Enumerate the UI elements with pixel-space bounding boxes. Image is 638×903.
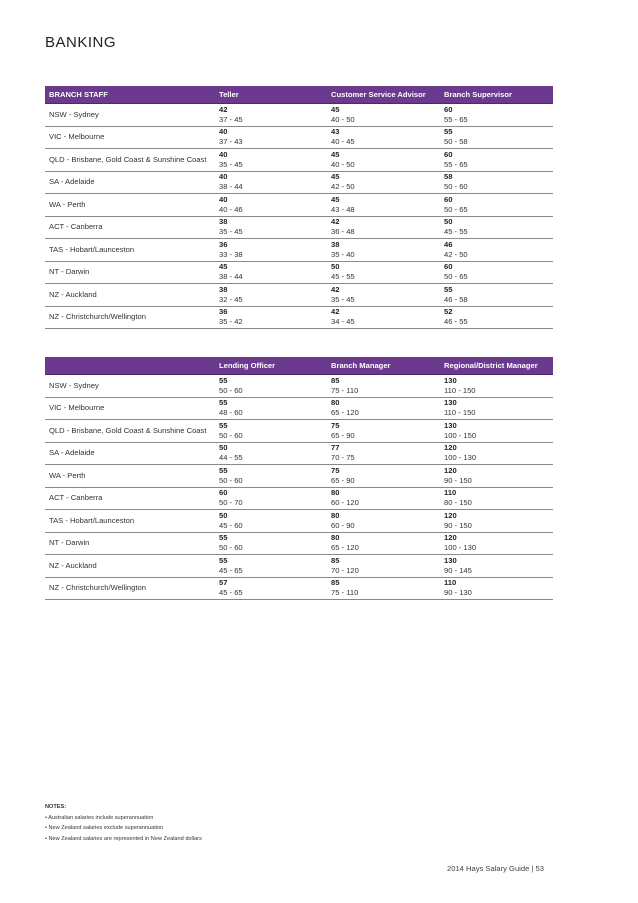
salary-range: 35 - 45 bbox=[331, 294, 355, 304]
salary-range: 90 - 150 bbox=[444, 520, 472, 530]
salary-range: 35 - 45 bbox=[219, 227, 243, 237]
salary-cell bbox=[215, 239, 327, 262]
location-cell: TAS - Hobart/Launceston bbox=[45, 510, 215, 533]
salary-range: 46 - 58 bbox=[444, 294, 468, 304]
salary-range: 40 - 46 bbox=[219, 204, 243, 214]
salary-range: 55 - 65 bbox=[444, 159, 468, 169]
salary-cell bbox=[327, 149, 440, 172]
salary-cell bbox=[327, 555, 440, 578]
salary-cell bbox=[327, 126, 440, 149]
salary-cell bbox=[215, 420, 327, 443]
salary-cell bbox=[327, 442, 440, 465]
salary-typical: 60 bbox=[444, 104, 453, 114]
salary-cell bbox=[215, 126, 327, 149]
salary-typical: 50 bbox=[219, 510, 228, 520]
salary-cell bbox=[440, 261, 553, 284]
salary-cell bbox=[440, 577, 553, 600]
salary-typical: 80 bbox=[331, 398, 340, 408]
salary-cell bbox=[215, 442, 327, 465]
note-item: • Australian salaries include superannuation bbox=[45, 814, 154, 821]
salary-range: 50 - 60 bbox=[219, 543, 243, 553]
salary-typical: 45 bbox=[219, 262, 228, 272]
salary-cell bbox=[440, 375, 553, 398]
salary-typical: 46 bbox=[444, 239, 453, 249]
salary-typical: 45 bbox=[331, 149, 340, 159]
salary-cell bbox=[327, 577, 440, 600]
salary-cell bbox=[440, 532, 553, 555]
salary-range: 50 - 70 bbox=[219, 498, 243, 508]
salary-cell bbox=[440, 149, 553, 172]
salary-typical: 60 bbox=[444, 262, 453, 272]
table-row bbox=[45, 397, 553, 420]
salary-range: 65 - 90 bbox=[331, 430, 355, 440]
salary-range: 55 - 65 bbox=[444, 114, 468, 124]
salary-typical: 60 bbox=[444, 194, 453, 204]
salary-range: 90 - 150 bbox=[444, 475, 472, 485]
notes-section bbox=[45, 802, 202, 844]
salary-cell bbox=[215, 306, 327, 329]
salary-typical: 38 bbox=[219, 284, 228, 294]
salary-typical: 85 bbox=[331, 375, 340, 385]
salary-typical: 120 bbox=[444, 443, 457, 453]
salary-range: 46 - 55 bbox=[444, 317, 468, 327]
salary-typical: 85 bbox=[331, 555, 340, 565]
salary-typical: 36 bbox=[219, 307, 228, 317]
salary-cell bbox=[440, 397, 553, 420]
salary-typical: 60 bbox=[219, 488, 228, 498]
salary-range: 33 - 38 bbox=[219, 249, 243, 259]
table-row bbox=[45, 239, 553, 262]
salary-typical: 55 bbox=[219, 398, 228, 408]
salary-cell bbox=[440, 555, 553, 578]
salary-typical: 55 bbox=[444, 127, 453, 137]
table-row bbox=[45, 261, 553, 284]
salary-typical: 120 bbox=[444, 465, 457, 475]
notes-heading: NOTES: bbox=[45, 804, 67, 810]
salary-cell bbox=[440, 104, 553, 127]
salary-typical: 80 bbox=[331, 488, 340, 498]
table-row bbox=[45, 487, 553, 510]
salary-range: 42 - 50 bbox=[444, 249, 468, 259]
salary-range: 38 - 44 bbox=[219, 182, 243, 192]
salary-range: 48 - 60 bbox=[219, 408, 243, 418]
salary-cell bbox=[327, 306, 440, 329]
salary-range: 110 - 150 bbox=[444, 385, 476, 395]
salary-typical: 55 bbox=[219, 465, 228, 475]
salary-range: 90 - 145 bbox=[444, 565, 472, 575]
salary-range: 38 - 44 bbox=[219, 272, 243, 282]
salary-cell bbox=[215, 104, 327, 127]
location-cell: QLD - Brisbane, Gold Coast & Sunshine Coast bbox=[45, 149, 215, 172]
salary-cell bbox=[327, 104, 440, 127]
salary-cell bbox=[327, 375, 440, 398]
salary-typical: 130 bbox=[444, 398, 457, 408]
table-row bbox=[45, 171, 553, 194]
location-cell: NZ - Auckland bbox=[45, 284, 215, 307]
salary-cell bbox=[440, 442, 553, 465]
salary-range: 65 - 120 bbox=[331, 543, 359, 553]
salary-range: 50 - 60 bbox=[219, 430, 243, 440]
location-cell: WA - Perth bbox=[45, 194, 215, 217]
salary-cell bbox=[327, 532, 440, 555]
salary-typical: 50 bbox=[219, 443, 228, 453]
salary-range: 42 - 50 bbox=[331, 182, 355, 192]
salary-cell bbox=[215, 487, 327, 510]
salary-range: 32 - 45 bbox=[219, 294, 243, 304]
salary-cell bbox=[440, 126, 553, 149]
salary-cell bbox=[215, 149, 327, 172]
salary-range: 75 - 110 bbox=[331, 588, 359, 598]
salary-typical: 85 bbox=[331, 578, 340, 588]
salary-range: 60 - 90 bbox=[331, 520, 355, 530]
salary-cell bbox=[327, 420, 440, 443]
salary-cell bbox=[440, 194, 553, 217]
salary-range: 36 - 48 bbox=[331, 227, 355, 237]
salary-range: 45 - 60 bbox=[219, 520, 243, 530]
table-header-row bbox=[45, 86, 553, 104]
location-cell: VIC - Melbourne bbox=[45, 397, 215, 420]
salary-range: 100 - 130 bbox=[444, 453, 477, 463]
salary-cell bbox=[440, 306, 553, 329]
salary-typical: 110 bbox=[444, 578, 457, 588]
page-footer: 2014 Hays Salary Guide | 53 bbox=[447, 864, 544, 873]
salary-typical: 80 bbox=[331, 510, 340, 520]
salary-cell bbox=[215, 171, 327, 194]
salary-range: 70 - 120 bbox=[331, 565, 359, 575]
salary-typical: 55 bbox=[219, 420, 228, 430]
column-header: Lending Officer bbox=[215, 357, 327, 375]
table-row bbox=[45, 532, 553, 555]
salary-range: 50 - 60 bbox=[219, 385, 243, 395]
salary-cell bbox=[215, 510, 327, 533]
salary-typical: 60 bbox=[444, 149, 453, 159]
page-title: BANKING bbox=[45, 34, 117, 51]
salary-range: 43 - 48 bbox=[331, 204, 355, 214]
salary-range: 35 - 42 bbox=[219, 317, 243, 327]
salary-cell bbox=[327, 510, 440, 533]
salary-typical: 58 bbox=[444, 172, 453, 182]
salary-typical: 42 bbox=[331, 217, 340, 227]
column-header: Teller bbox=[215, 86, 327, 104]
salary-range: 40 - 50 bbox=[331, 114, 355, 124]
salary-range: 90 - 130 bbox=[444, 588, 472, 598]
salary-cell bbox=[327, 487, 440, 510]
salary-typical: 50 bbox=[444, 217, 453, 227]
location-cell: ACT - Canberra bbox=[45, 216, 215, 239]
table-row bbox=[45, 216, 553, 239]
salary-typical: 130 bbox=[444, 555, 457, 565]
salary-cell bbox=[215, 284, 327, 307]
table-row bbox=[45, 577, 553, 600]
lending-management-salary-table bbox=[45, 357, 553, 600]
salary-range: 65 - 90 bbox=[331, 475, 355, 485]
salary-typical: 52 bbox=[444, 307, 453, 317]
salary-typical: 45 bbox=[331, 194, 340, 204]
table-row bbox=[45, 442, 553, 465]
salary-typical: 55 bbox=[219, 533, 228, 543]
salary-typical: 40 bbox=[219, 149, 228, 159]
salary-range: 70 - 75 bbox=[331, 453, 355, 463]
location-cell: WA - Perth bbox=[45, 465, 215, 488]
salary-typical: 57 bbox=[219, 578, 228, 588]
salary-typical: 40 bbox=[219, 127, 228, 137]
salary-typical: 36 bbox=[219, 239, 228, 249]
salary-range: 100 - 150 bbox=[444, 430, 477, 440]
salary-typical: 40 bbox=[219, 194, 228, 204]
table-row bbox=[45, 306, 553, 329]
location-cell: NZ - Christchurch/Wellington bbox=[45, 577, 215, 600]
salary-cell bbox=[440, 420, 553, 443]
salary-range: 45 - 55 bbox=[444, 227, 468, 237]
salary-cell bbox=[327, 397, 440, 420]
location-cell: NSW - Sydney bbox=[45, 375, 215, 398]
salary-cell bbox=[327, 194, 440, 217]
salary-cell bbox=[440, 284, 553, 307]
salary-range: 65 - 120 bbox=[331, 408, 359, 418]
column-header: BRANCH STAFF bbox=[45, 86, 215, 104]
table-row bbox=[45, 510, 553, 533]
salary-cell bbox=[440, 510, 553, 533]
salary-cell bbox=[215, 261, 327, 284]
salary-typical: 130 bbox=[444, 420, 457, 430]
location-cell: SA - Adelaide bbox=[45, 442, 215, 465]
table-row bbox=[45, 194, 553, 217]
table-row bbox=[45, 149, 553, 172]
salary-range: 37 - 43 bbox=[219, 137, 243, 147]
salary-cell bbox=[215, 577, 327, 600]
salary-cell bbox=[327, 171, 440, 194]
table-row bbox=[45, 126, 553, 149]
salary-cell bbox=[440, 239, 553, 262]
salary-range: 50 - 65 bbox=[444, 204, 468, 214]
table-row bbox=[45, 284, 553, 307]
salary-range: 35 - 40 bbox=[331, 249, 355, 259]
table-row bbox=[45, 375, 553, 398]
salary-cell bbox=[215, 375, 327, 398]
note-item: • New Zealand salaries are represented in New Zealand dollars bbox=[45, 835, 202, 842]
salary-typical: 40 bbox=[219, 172, 228, 182]
salary-range: 75 - 110 bbox=[331, 385, 359, 395]
salary-cell bbox=[215, 555, 327, 578]
salary-cell bbox=[215, 194, 327, 217]
salary-cell bbox=[327, 284, 440, 307]
location-cell: QLD - Brisbane, Gold Coast & Sunshine Coast bbox=[45, 420, 215, 443]
salary-typical: 55 bbox=[444, 284, 453, 294]
salary-range: 100 - 130 bbox=[444, 543, 477, 553]
salary-range: 40 - 45 bbox=[331, 137, 355, 147]
salary-typical: 75 bbox=[331, 420, 340, 430]
salary-typical: 42 bbox=[331, 307, 340, 317]
table-row bbox=[45, 420, 553, 443]
salary-range: 60 - 120 bbox=[331, 498, 359, 508]
salary-typical: 55 bbox=[219, 375, 228, 385]
salary-range: 50 - 65 bbox=[444, 272, 468, 282]
location-cell: VIC - Melbourne bbox=[45, 126, 215, 149]
salary-cell bbox=[215, 465, 327, 488]
location-cell: ACT - Canberra bbox=[45, 487, 215, 510]
branch-staff-salary-table bbox=[45, 86, 553, 329]
location-cell: TAS - Hobart/Launceston bbox=[45, 239, 215, 262]
salary-typical: 80 bbox=[331, 533, 340, 543]
salary-range: 44 - 55 bbox=[219, 453, 243, 463]
column-header: Customer Service Advisor bbox=[327, 86, 440, 104]
table-row bbox=[45, 465, 553, 488]
salary-typical: 120 bbox=[444, 533, 457, 543]
salary-cell bbox=[440, 487, 553, 510]
table-header-row bbox=[45, 357, 553, 375]
salary-cell bbox=[327, 239, 440, 262]
salary-cell bbox=[327, 465, 440, 488]
salary-cell bbox=[440, 465, 553, 488]
column-header: Branch Manager bbox=[327, 357, 440, 375]
location-cell: NZ - Christchurch/Wellington bbox=[45, 306, 215, 329]
salary-typical: 50 bbox=[331, 262, 340, 272]
salary-cell bbox=[327, 216, 440, 239]
salary-typical: 75 bbox=[331, 465, 340, 475]
salary-typical: 43 bbox=[331, 127, 340, 137]
location-cell: NSW - Sydney bbox=[45, 104, 215, 127]
salary-cell bbox=[440, 171, 553, 194]
location-cell: SA - Adelaide bbox=[45, 171, 215, 194]
salary-range: 45 - 55 bbox=[331, 272, 355, 282]
salary-typical: 38 bbox=[331, 239, 340, 249]
salary-range: 40 - 50 bbox=[331, 159, 355, 169]
salary-cell bbox=[215, 532, 327, 555]
salary-range: 45 - 65 bbox=[219, 588, 243, 598]
salary-typical: 42 bbox=[331, 284, 340, 294]
note-item: • New Zealand salaries exclude superannuation bbox=[45, 825, 164, 831]
salary-cell bbox=[440, 216, 553, 239]
salary-range: 50 - 60 bbox=[219, 475, 243, 485]
salary-range: 45 - 65 bbox=[219, 565, 243, 575]
column-header: Regional/District Manager bbox=[440, 357, 553, 375]
salary-typical: 77 bbox=[331, 443, 340, 453]
salary-range: 50 - 58 bbox=[444, 137, 468, 147]
salary-range: 35 - 45 bbox=[219, 159, 243, 169]
table-row bbox=[45, 555, 553, 578]
salary-typical: 120 bbox=[444, 510, 457, 520]
salary-typical: 55 bbox=[219, 555, 228, 565]
salary-typical: 42 bbox=[219, 104, 228, 114]
salary-typical: 130 bbox=[444, 375, 457, 385]
salary-range: 50 - 60 bbox=[444, 182, 468, 192]
column-header bbox=[45, 357, 215, 375]
salary-cell bbox=[327, 261, 440, 284]
salary-range: 34 - 45 bbox=[331, 317, 355, 327]
location-cell: NT - Darwin bbox=[45, 532, 215, 555]
salary-range: 80 - 150 bbox=[444, 498, 472, 508]
salary-typical: 110 bbox=[444, 488, 457, 498]
salary-range: 110 - 150 bbox=[444, 408, 476, 418]
salary-range: 37 - 45 bbox=[219, 114, 243, 124]
table-row bbox=[45, 104, 553, 127]
location-cell: NT - Darwin bbox=[45, 261, 215, 284]
salary-typical: 38 bbox=[219, 217, 228, 227]
salary-typical: 45 bbox=[331, 104, 340, 114]
salary-cell bbox=[215, 216, 327, 239]
salary-typical: 45 bbox=[331, 172, 340, 182]
location-cell: NZ - Auckland bbox=[45, 555, 215, 578]
column-header: Branch Supervisor bbox=[440, 86, 553, 104]
salary-cell bbox=[215, 397, 327, 420]
